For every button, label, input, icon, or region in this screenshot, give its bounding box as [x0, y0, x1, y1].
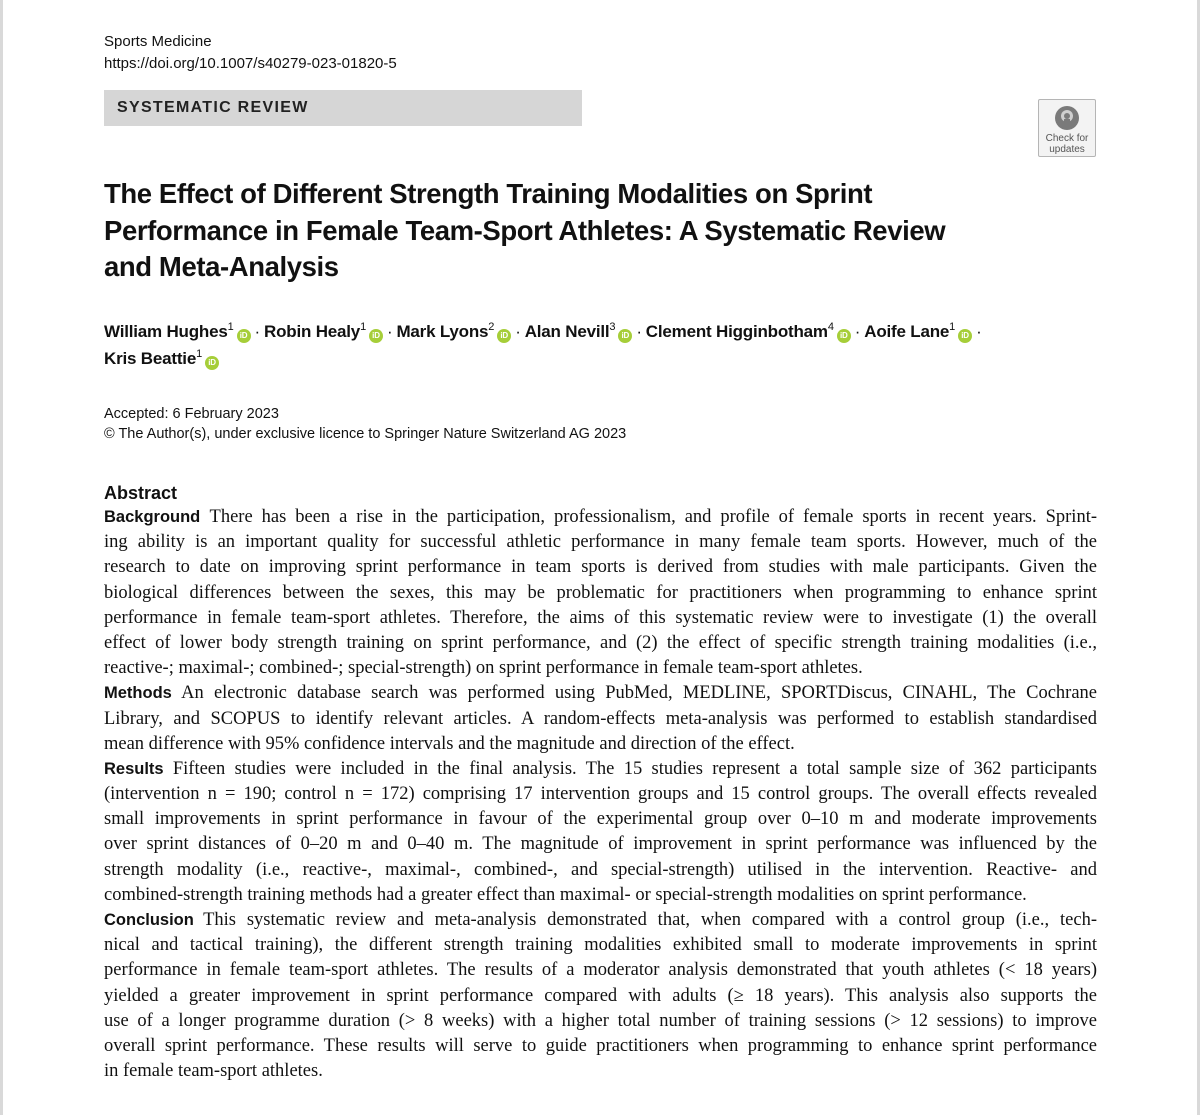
- title-line: The Effect of Different Strength Training Modalities on Sprint: [104, 178, 873, 209]
- abstract-section-label: Conclusion: [104, 911, 194, 929]
- abstract-text: combined-strength training methods had a greater effect than maximal- or special-strength modalities on sprint performance.: [104, 884, 1027, 905]
- orcid-icon[interactable]: iD: [618, 329, 632, 343]
- abstract-text: An electronic database search was performed using PubMed, MEDLINE, SPORTDiscus, CINAHL, The Cochrane: [181, 683, 1097, 704]
- check-for-updates-label: Check for updates: [1045, 133, 1089, 155]
- abstract-section-label: Background: [104, 508, 201, 526]
- abstract-section-conclusion: [104, 908, 1097, 1084]
- abstract-line: [104, 707, 1097, 732]
- author-line: [104, 345, 1104, 372]
- author-separator: ·: [854, 322, 861, 341]
- abstract-line: [104, 933, 1097, 958]
- author-name[interactable]: Robin Healy: [264, 322, 361, 341]
- abstract-line: [104, 757, 1097, 782]
- abstract-line: [104, 1034, 1097, 1059]
- abstract-text: performance in female team-sport athletes. Therefore, the aims of this systematic review were to investigate (1) the overall: [104, 607, 1097, 628]
- abstract-line: [104, 832, 1097, 857]
- abstract-section-label: Methods: [104, 684, 172, 703]
- page-edge-left: [0, 0, 3, 1115]
- abstract-line: [104, 732, 1097, 757]
- abstract-text: nical and tactical training), the different strength training modalities exhibited small to moderate improvements in sprint: [104, 935, 1097, 956]
- abstract-text: performance in female team-sport athletes. The results of a moderator analysis demonstrated that youth athletes (< 18 years): [104, 960, 1097, 981]
- author-affiliation: 4: [827, 321, 834, 333]
- abstract-line: [104, 530, 1097, 555]
- abstract-line: [104, 681, 1097, 706]
- abstract-text: (intervention n = 190; control n = 172) comprising 17 intervention groups and 15 control groups. The overall effects revealed: [104, 784, 1097, 805]
- abstract-section-label: Results: [104, 759, 164, 778]
- author-affiliation: 2: [488, 321, 495, 333]
- abstract-line: [104, 1009, 1097, 1034]
- abstract-body: [104, 505, 1097, 1084]
- abstract-text: use of a longer programme duration (> 8 weeks) with a higher total number of training sessions (> 12 sessions) to improve: [104, 1010, 1097, 1031]
- author-separator: ·: [386, 322, 393, 341]
- abstract-line: [104, 807, 1097, 832]
- crossmark-icon: [1054, 105, 1080, 131]
- abstract-text: Fifteen studies were included in the final analysis. The 15 studies represent a total sample size of 362 participants: [172, 758, 1097, 779]
- author-separator: ·: [515, 322, 521, 341]
- abstract-line: [104, 782, 1097, 807]
- abstract-line: [104, 984, 1097, 1009]
- author-separator: ·: [636, 322, 642, 341]
- orcid-icon[interactable]: iD: [237, 329, 251, 343]
- abstract-text: overall sprint performance. These results will serve to guide practitioners when programming to enhance sprint performance: [104, 1035, 1097, 1056]
- abstract-text: biological differences between the sexes, this may be problematic for practitioners when programming to enhance sprint: [104, 582, 1097, 603]
- author-affiliation: 1: [196, 348, 203, 360]
- copyright-notice: © The Author(s), under exclusive licence to Springer Nature Switzerland AG 2023: [104, 426, 627, 442]
- accepted-date: Accepted: 6 February 2023: [104, 406, 279, 422]
- abstract-line: [104, 656, 1097, 681]
- article-title: [104, 176, 1004, 286]
- abstract-text: Library, and SCOPUS to identify relevant articles. A random-effects meta-analysis was performed to establish standardised: [104, 708, 1097, 729]
- orcid-icon[interactable]: iD: [497, 329, 511, 343]
- abstract-line: [104, 505, 1097, 530]
- abstract-line: [104, 555, 1097, 580]
- orcid-icon[interactable]: iD: [369, 329, 383, 343]
- author-name[interactable]: Clement Higginbotham: [645, 322, 828, 341]
- author-name[interactable]: Alan Nevill: [524, 322, 610, 341]
- abstract-text: strength modality (i.e., reactive-, maximal-, combined-, and special-strength) utilised in the intervention. Reactive- and: [104, 859, 1097, 880]
- abstract-text: ing ability is an important quality for successful athletic performance in many female team sports. However, much of the: [104, 532, 1097, 553]
- orcid-icon[interactable]: iD: [958, 329, 972, 343]
- author-list: [104, 318, 1104, 372]
- abstract-text: This systematic review and meta-analysis demonstrated that, when compared with a control group (i.e., tech-: [203, 910, 1097, 930]
- abstract-section-methods: [104, 681, 1097, 757]
- author-name[interactable]: Mark Lyons: [396, 322, 489, 341]
- abstract-text: reactive-; maximal-; combined-; special-strength) on sprint performance in female team-sport athletes.: [104, 658, 863, 679]
- abstract-text: effect of lower body strength training on sprint performance, and (2) the effect of specific strength training modalities (i.e.,: [104, 632, 1097, 653]
- title-line: and Meta-Analysis: [104, 251, 339, 282]
- abstract-heading: Abstract: [104, 483, 178, 503]
- check-for-updates-button[interactable]: [1038, 99, 1096, 157]
- abstract-text: over sprint distances of 0–20 m and 0–40 m. The magnitude of improvement in sprint performance was influenced by the: [104, 834, 1097, 855]
- author-line: [104, 318, 1104, 345]
- abstract-text: mean difference with 95% confidence intervals and the magnitude and direction of the effect.: [104, 733, 795, 754]
- journal-name: Sports Medicine: [104, 33, 212, 50]
- author-name[interactable]: Kris Beattie: [104, 349, 197, 368]
- author-separator: ·: [976, 322, 982, 341]
- abstract-text: yielded a greater improvement in sprint performance compared with adults (≥ 18 years). This analysis also supports the: [104, 985, 1097, 1006]
- orcid-icon[interactable]: iD: [205, 356, 219, 370]
- abstract-line: [104, 581, 1097, 606]
- abstract-line: [104, 631, 1097, 656]
- abstract-text: small improvements in sprint performance in favour of the experimental group over 0–10 m and moderate improvements: [104, 809, 1097, 830]
- article-type-banner: [104, 90, 582, 126]
- author-affiliation: 1: [360, 321, 366, 333]
- abstract-line: [104, 958, 1097, 983]
- abstract-section-background: [104, 505, 1097, 681]
- author-name[interactable]: William Hughes: [104, 322, 228, 341]
- abstract-line: [104, 858, 1097, 883]
- author-affiliation: 3: [609, 321, 616, 333]
- abstract-text: There has been a rise in the participation, professionalism, and profile of female sports in recent years. Sprint-: [209, 507, 1097, 527]
- abstract-line: [104, 883, 1097, 908]
- author-name[interactable]: Aoife Lane: [864, 322, 950, 341]
- author-separator: ·: [254, 322, 261, 341]
- title-line: Performance in Female Team-Sport Athletes: A Systematic Review: [104, 214, 946, 246]
- abstract-line: [104, 1059, 1097, 1084]
- abstract-section-results: [104, 757, 1097, 908]
- abstract-line: [104, 908, 1097, 933]
- abstract-text: in female team-sport athletes.: [104, 1061, 323, 1082]
- author-affiliation: 1: [227, 321, 234, 333]
- abstract-text: research to date on improving sprint performance in team sports is derived from studies with male participants. Given the: [104, 557, 1097, 578]
- author-affiliation: 1: [949, 321, 956, 333]
- abstract-line: [104, 606, 1097, 631]
- orcid-icon[interactable]: iD: [837, 329, 851, 343]
- doi-link[interactable]: https://doi.org/10.1007/s40279-023-01820-5: [104, 55, 397, 72]
- article-type-label: SYSTEMATIC REVIEW: [117, 99, 309, 116]
